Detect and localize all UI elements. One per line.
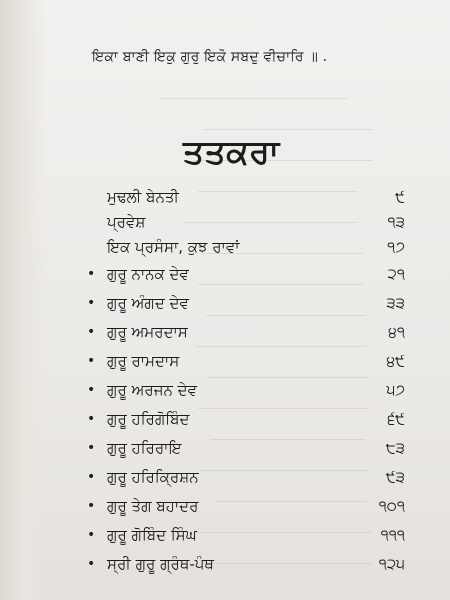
table-row — [87, 288, 405, 317]
table-row — [87, 259, 405, 288]
toc-entry-label: ਪ੍ਰਵੇਸ਼ — [107, 212, 146, 231]
table-row — [87, 404, 405, 433]
toc-entry-label: ਗੁਰੂ ਹਰਿਕ੍ਰਿਸ਼ਨ — [107, 467, 199, 486]
toc-bullet: • — [87, 323, 96, 340]
table-row — [87, 433, 405, 462]
toc-entry-label: ਗੁਰੂ ਹਰਿਰਾਇ — [107, 438, 182, 457]
toc-entry-label: ਗੁਰੂ ਹਰਿਗੋਬਿੰਦ — [107, 409, 190, 428]
toc-page-number: ੯ — [395, 187, 405, 206]
table-row — [87, 462, 405, 491]
toc-bullet: • — [87, 381, 96, 398]
toc-bullet: • — [87, 439, 96, 456]
toc-bullet: • — [87, 526, 96, 543]
toc-page-number: ੧੨੫ — [378, 554, 405, 573]
toc-page-number: ੬੯ — [387, 409, 405, 428]
page-title: ਤਤਕਰਾ — [183, 132, 280, 171]
toc-entry-label: ਗੁਰੂ ਅਰਜਨ ਦੇਵ — [107, 380, 197, 399]
toc-bullet: • — [87, 352, 96, 369]
toc-entry-label: ਗੁਰੂ ਅੰਗਦ ਦੇਵ — [107, 293, 189, 312]
toc-entry-label: ਗੁਰੂ ਅਮਰਦਾਸ — [107, 322, 188, 341]
toc-page-number: ੧੧੧ — [380, 525, 405, 544]
toc-page-number: ੮੩ — [385, 438, 405, 457]
toc-page-number: ੧੦੧ — [378, 496, 405, 515]
toc-page-number: ੧੭ — [387, 237, 405, 256]
toc-page-number: ੫੭ — [386, 380, 405, 399]
table-row — [87, 317, 405, 346]
toc-bullet: • — [87, 555, 96, 572]
table-row — [87, 234, 405, 259]
toc-page-number: ੯੩ — [385, 467, 405, 486]
toc-page-number: ੨੧ — [387, 264, 405, 283]
table-row — [87, 184, 405, 209]
page-header-verse: ਇਕਾ ਬਾਣੀ ਇਕੁ ਗੁਰੁ ਇਕੋ ਸਬਦੁ ਵੀਚਾਰਿ ॥ . — [92, 49, 328, 65]
toc-page-number: ੪੧ — [388, 322, 405, 341]
table-row — [87, 491, 405, 520]
toc-bullet: • — [87, 294, 96, 311]
toc-page-number: ੩੩ — [386, 293, 405, 312]
table-row — [87, 375, 405, 404]
toc-entry-label: ਸ੍ਰੀ ਗੁਰੂ ਗ੍ਰੰਥ-ਪੰਥ — [107, 554, 214, 573]
table-of-contents — [87, 184, 405, 578]
toc-bullet: • — [87, 497, 96, 514]
toc-entry-label: ਮੁਢਲੀ ਬੇਨਤੀ — [107, 187, 179, 206]
toc-entry-label: ਗੁਰੂ ਨਾਨਕ ਦੇਵ — [107, 264, 189, 283]
toc-bullet: • — [87, 410, 96, 427]
toc-entry-label: ਇਕ ਪ੍ਰਸੰਸਾ, ਕੁਝ ਰਾਵਾਂ — [107, 237, 240, 256]
toc-entry-label: ਗੁਰੂ ਰਾਮਦਾਸ — [107, 351, 180, 370]
table-row — [87, 549, 405, 578]
page-binding-shadow — [0, 0, 46, 600]
toc-bullet: • — [87, 265, 96, 282]
table-row — [87, 209, 405, 234]
toc-page-number: ੧੩ — [387, 212, 405, 231]
table-row — [87, 520, 405, 549]
toc-entry-label: ਗੁਰੂ ਤੇਗ ਬਹਾਦਰ — [107, 496, 199, 515]
toc-page-number: ੪੯ — [386, 351, 405, 370]
toc-bullet: • — [87, 468, 96, 485]
table-row — [87, 346, 405, 375]
toc-entry-label: ਗੁਰੂ ਗੋਬਿੰਦ ਸਿੰਘ — [107, 525, 197, 544]
